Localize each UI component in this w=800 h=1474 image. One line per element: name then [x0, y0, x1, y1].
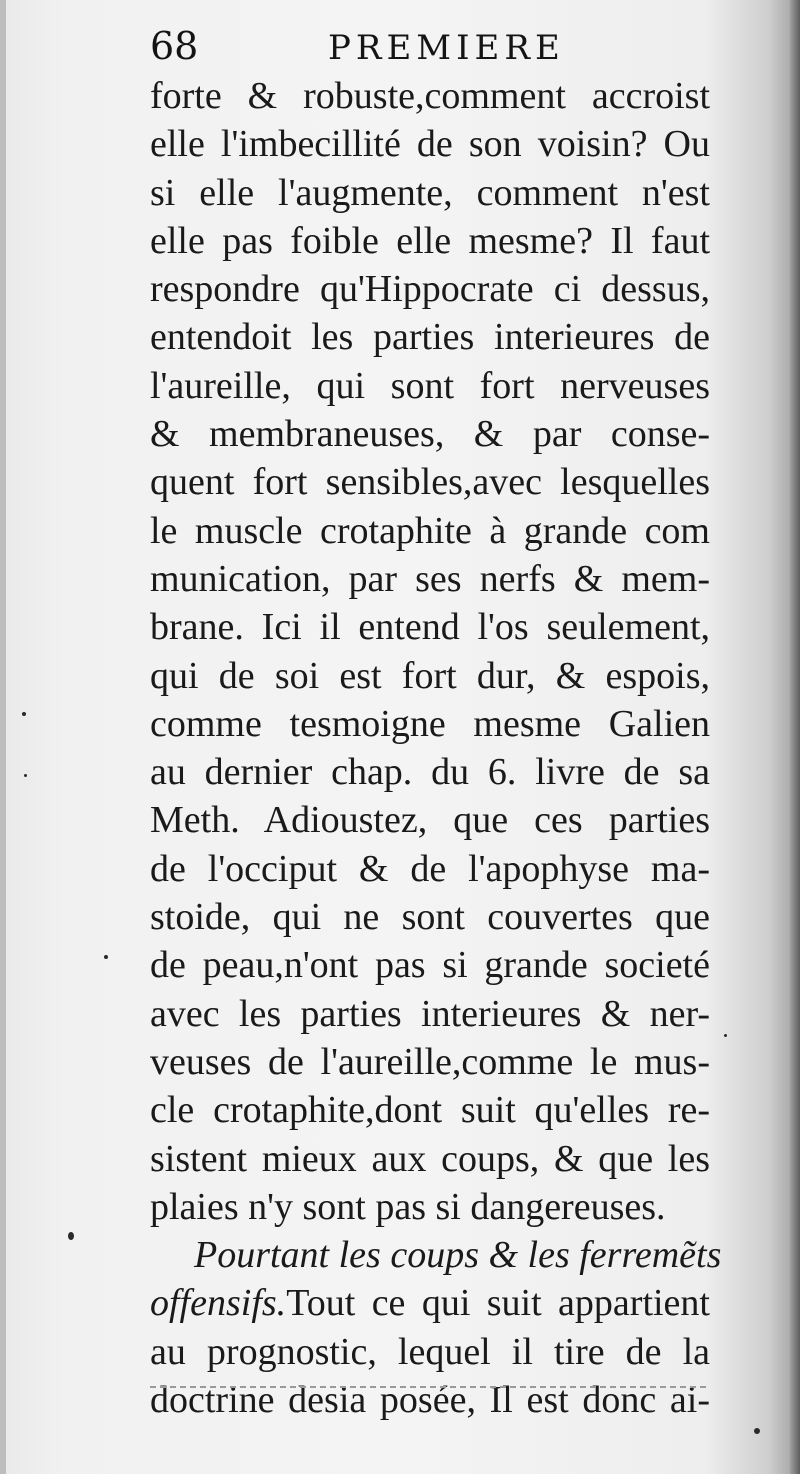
text-line: comme tesmoigne mesme Galien — [150, 702, 710, 745]
text-line: doctrine desia posée, Il est donc ai- — [150, 1379, 710, 1422]
text-line: de peau,n'ont pas si grande societé — [150, 944, 710, 987]
text-line: plaies n'y sont pas si dangereuses. — [150, 1185, 666, 1228]
text-line: forte & robuste,comment accroist — [150, 75, 710, 117]
text-line: brane. Ici il entend l'os seulement, — [150, 606, 710, 649]
text-line: le muscle crotaphite à grande com — [150, 509, 710, 552]
text-line: si elle l'augmente, comment n'est — [150, 171, 710, 214]
bottom-rule — [150, 1386, 706, 1388]
lemma-line — [150, 1231, 722, 1279]
text-line: respondre qu'Hippocrate ci dessus, — [150, 268, 710, 311]
lemma-quote: Pourtant les coups & les ferremẽts — [194, 1234, 722, 1277]
text-line: Meth. Adioustez, que ces parties — [150, 799, 710, 842]
text-line: veuses de l'aureille,comme le mus- — [150, 1040, 710, 1083]
text-line: au dernier chap. du 6. livre de sa — [150, 751, 710, 794]
ink-speck — [104, 955, 108, 959]
text-line: avec les parties interieures & ner- — [150, 992, 710, 1035]
text-line: l'aureille, qui sont fort nerveuses — [150, 364, 710, 407]
text-line: sistent mieux aux coups, & que les — [150, 1137, 710, 1180]
text-line: & membraneuses, & par conse- — [150, 413, 710, 456]
page-gutter-shadow — [790, 0, 800, 1474]
text-line: elle pas foible elle mesme? Il faut — [150, 219, 710, 262]
page-header — [150, 20, 710, 70]
page-left-edge — [0, 0, 6, 1474]
text-line — [150, 1279, 710, 1327]
text-line: au prognostic, lequel il tire de la — [150, 1330, 710, 1373]
ink-speck — [724, 1034, 727, 1037]
text-line: quent fort sensibles,avec lesquelles — [150, 461, 710, 504]
text-fragment: Tout ce qui suit appartient — [286, 1282, 710, 1325]
text-line: munication, par ses nerfs & mem- — [150, 557, 710, 600]
text-line: de l'occiput & de l'apophyse ma- — [150, 847, 710, 890]
running-head: PREMIERE — [328, 28, 565, 68]
ink-speck — [24, 774, 27, 777]
text-line: qui de soi est fort dur, & espois, — [150, 654, 710, 697]
ink-speck — [68, 1232, 74, 1240]
page-number: 68 — [150, 24, 199, 68]
text-line: entendoit les parties interieures de — [150, 316, 710, 359]
ink-speck — [22, 712, 26, 716]
ink-speck — [754, 1428, 760, 1434]
body-text — [150, 72, 722, 1424]
text-line: stoide, qui ne sont couvertes que — [150, 896, 710, 939]
lemma-quote-end: offensifs. — [150, 1282, 287, 1325]
text-line: elle l'imbecillité de son voisin? Ou — [150, 123, 710, 166]
text-line: cle crotaphite,dont suit qu'elles re- — [150, 1089, 710, 1132]
